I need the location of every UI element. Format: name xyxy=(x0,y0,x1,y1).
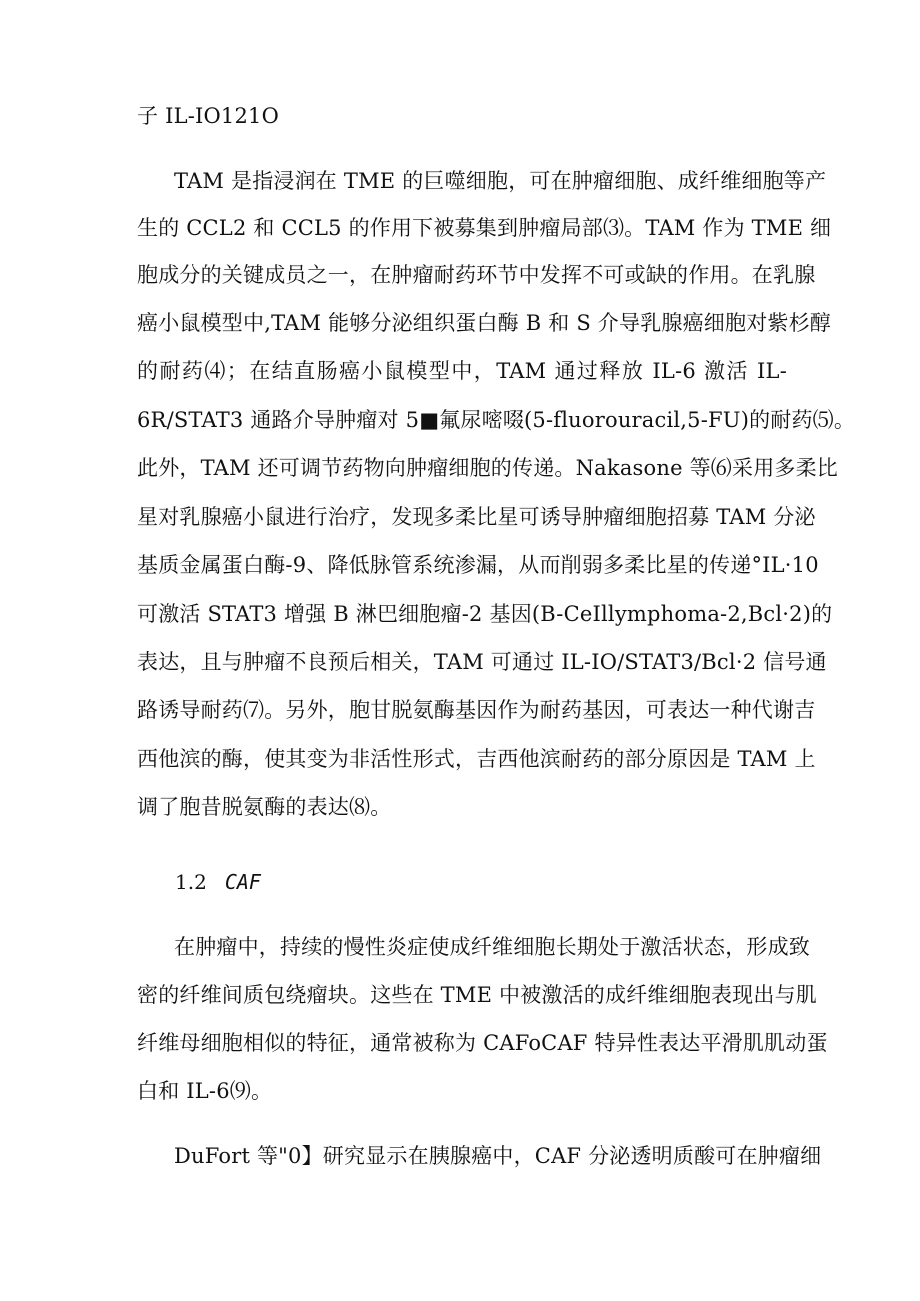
text-line-3: 生的 CCL2 和 CCL5 的作用下被募集到肿瘤局部⑶。TAM 作为 TME 细 xyxy=(137,216,832,240)
section-heading xyxy=(175,867,261,897)
text-line-7: 6R/STAT3 通路介导肿瘤对 5■氟尿嘧啜(5-fluorouracil,5-FU)的耐药⑸。 xyxy=(137,408,856,432)
section-label: CAF xyxy=(224,870,261,894)
text-line-6: 的耐药⑷；在结直肠癌小鼠模型中，TAM 通过释放 IL-6 激活 IL- xyxy=(137,359,787,383)
text-line-15: 调了胞昔脱氨酶的表达⑻。 xyxy=(137,795,392,819)
text-line-19: 白和 IL-6⑼。 xyxy=(137,1079,273,1103)
text-line-2: TAM 是指浸润在 TME 的巨噬细胞，可在肿瘤细胞、成纤维细胞等产 xyxy=(174,169,827,193)
section-number: 1.2 xyxy=(175,870,207,894)
text-line-12: 表达，且与肿瘤不良预后相关，TAM 可通过 IL-IO∕STAT3∕Bcl·2 信号通 xyxy=(137,650,827,674)
text-line-9: 星对乳腺癌小鼠进行治疗，发现多柔比星可诱导肿瘤细胞招募 TAM 分泌 xyxy=(137,505,816,529)
text-line-20: DuFort 等"0】研究显示在胰腺癌中，CAF 分泌透明质酸可在肿瘤细 xyxy=(174,1144,822,1168)
text-line-17: 密的纤维间质包绕瘤块。这些在 TME 中被激活的成纤维细胞表现出与肌 xyxy=(137,983,817,1007)
text-line-14: 西他滨的酶，使其变为非活性形式，吉西他滨耐药的部分原因是 TAM 上 xyxy=(137,747,816,771)
text-line-1: 子 IL-IO121O xyxy=(137,104,280,128)
text-line-11: 可激活 STAT3 增强 B 淋巴细胞瘤-2 基因(B-CeIllymphoma-2,Bcl·2)的 xyxy=(137,602,833,626)
text-line-8: 此外，TAM 还可调节药物向肿瘤细胞的传递。Nakasone 等⑹采用多柔比 xyxy=(137,456,838,480)
text-line-10: 基质金属蛋白酶-9、降低脉管系统渗漏，从而削弱多柔比星的传递°IL·10 xyxy=(137,553,819,577)
text-line-13: 路诱导耐药⑺。另外，胞甘脱氨酶基因作为耐药基因，可表达一种代谢吉 xyxy=(137,698,816,722)
text-line-5: 癌小鼠模型中,TAM 能够分泌组织蛋白酶 B 和 S 介导乳腺癌细胞对紫杉醇 xyxy=(137,311,831,335)
text-line-16: 在肿瘤中，持续的慢性炎症使成纤维细胞长期处于激活状态，形成致 xyxy=(174,935,810,959)
text-line-4: 胞成分的关键成员之一，在肿瘤耐药环节中发挥不可或缺的作用。在乳腺 xyxy=(137,263,816,287)
text-line-18: 纤维母细胞相似的特征，通常被称为 CAFoCAF 特异性表达平滑肌肌动蛋 xyxy=(137,1031,828,1055)
